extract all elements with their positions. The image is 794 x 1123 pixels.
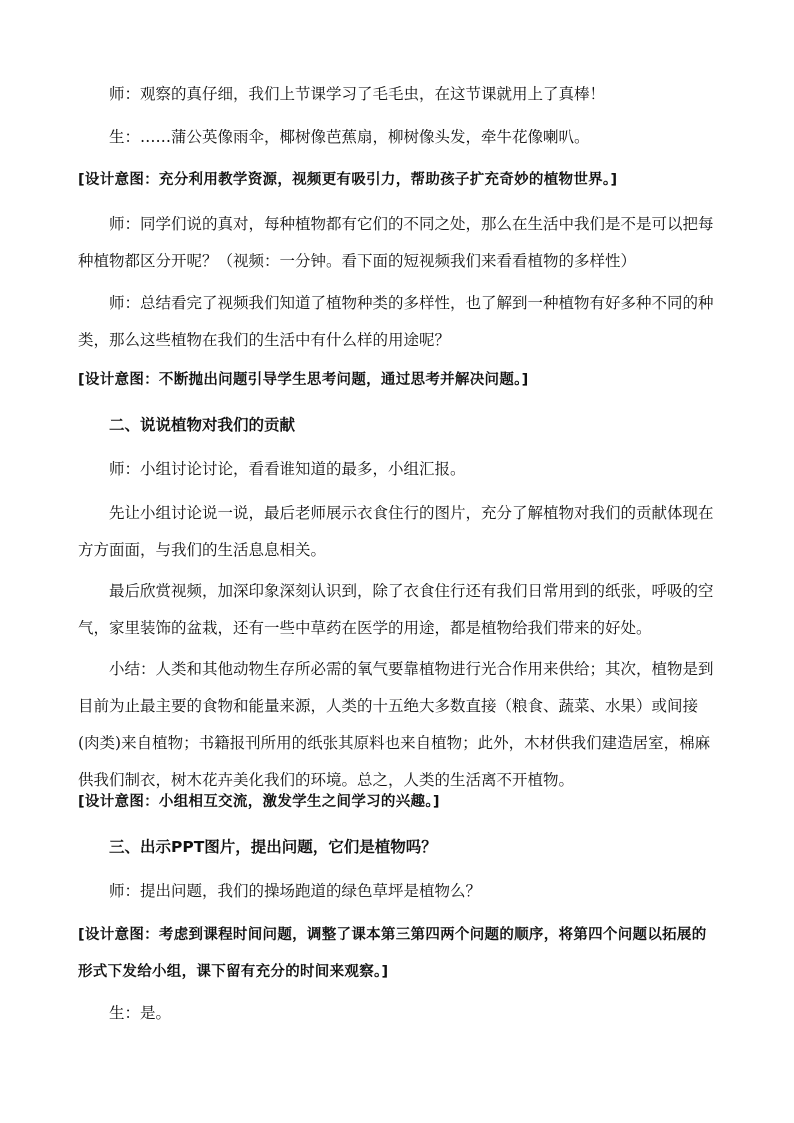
section-heading-3: 三、出示PPT图片，提出问题，它们是植物吗？ xyxy=(109,838,437,856)
body-paragraph: 最后欣赏视频，加深印象深刻认识到，除了衣食住行还有我们日常用到的纸张，呼吸的空气，家里装饰的盆栽，还有一些中草药在医学的用途，都是植物给我们带来的好处。 xyxy=(78,582,714,637)
design-intent-note: [设计意图：充分利用教学资源，视频更有吸引力，帮助孩子扩充奇妙的植物世界。] xyxy=(78,172,618,188)
body-paragraph: 先让小组讨论说一说，最后老师展示衣食住行的图片，充分了解植物对我们的贡献体现在方方面面，与我们的生活息息相关。 xyxy=(78,504,714,559)
dialogue-teacher-summary: 师：总结看完了视频我们知道了植物种类的多样性，也了解到一种植物有好多种不同的种类，那么这些植物在我们的生活中有什么样的用途呢？ xyxy=(78,294,714,349)
dialogue-teacher-lawn: 师：提出问题，我们的操场跑道的绿色草坪是植物么？ xyxy=(109,882,482,900)
dialogue-teacher-praise: 师：观察的真仔细，我们上节课学习了毛毛虫，在这节课就用上了真棒！ xyxy=(109,85,606,103)
summary-paragraph: 小结：人类和其他动物生存所必需的氧气要靠植物进行光合作用来供给；其次，植物是到目前为止最主要的食物和能量来源，人类的十五绝大多数直接（粮食、蔬菜、水果）或间接(肉类)来自植物；书籍报刊所用的纸张其原料也来自植物；此外，木材供我们建造居室，棉麻供我们制衣，树木花卉美化我们的环境。总之，人类的生活离不开植物。 xyxy=(78,660,714,789)
dialogue-teacher-group: 师：小组讨论讨论，看看谁知道的最多，小组汇报。 xyxy=(109,460,466,478)
design-intent-note: [设计意图：小组相互交流，激发学生之间学习的兴趣。] xyxy=(78,794,440,810)
design-intent-note: [设计意图：不断抛出问题引导学生思考问题，通过思考并解决问题。] xyxy=(78,372,529,388)
section-heading-2: 二、说说植物对我们的贡献 xyxy=(109,416,296,434)
dialogue-student-answer: 生：……蒲公英像雨伞，椰树像芭蕉扇，柳树像头发，牵牛花像喇叭。 xyxy=(109,128,590,146)
dialogue-student-yes: 生：是。 xyxy=(109,1004,172,1022)
dialogue-teacher-question: 师：同学们说的真对，每种植物都有它们的不同之处，那么在生活中我们是不是可以把每种植物都区分开呢？（视频：一分钟。看下面的短视频我们来看看植物的多样性） xyxy=(78,215,714,270)
design-intent-note: [设计意图：考虑到课程时间问题，调整了课本第三第四两个问题的顺序，将第四个问题以拓展的形式下发给小组，课下留有充分的时间来观察。] xyxy=(78,927,707,980)
